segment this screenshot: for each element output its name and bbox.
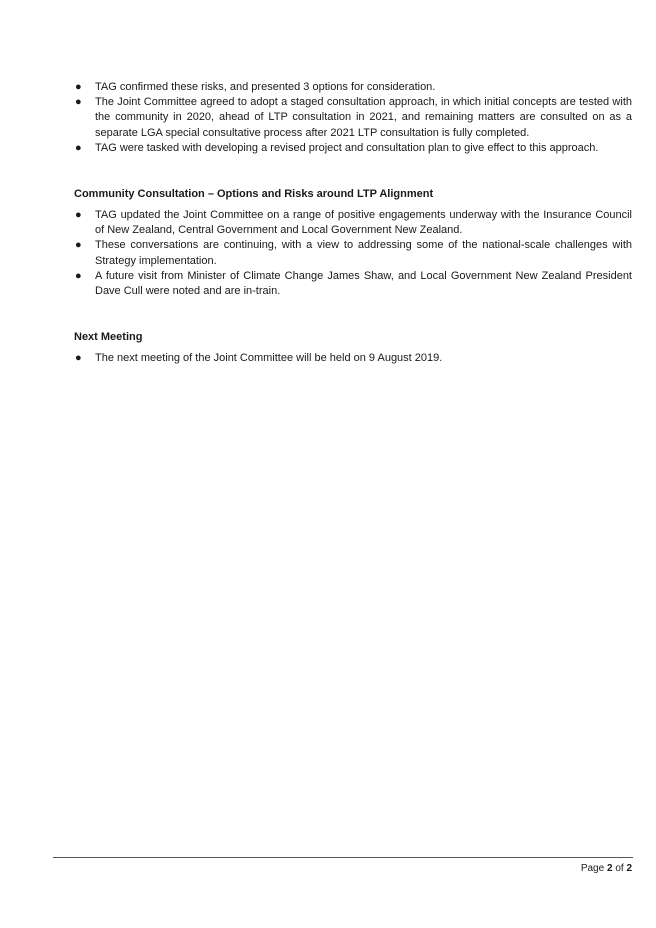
list-item — [74, 95, 632, 141]
bullet-icon: ● — [75, 209, 82, 222]
bullet-list-risks — [74, 80, 632, 156]
list-item-text: TAG confirmed these risks, and presented 3 options for consideration. — [95, 81, 436, 93]
page-current: 2 — [606, 863, 613, 874]
section-heading-community-consultation: Community Consultation – Options and Risks around LTP Alignment — [74, 188, 434, 201]
list-item — [74, 238, 632, 268]
page-of-label: of — [615, 863, 624, 874]
bullet-icon: ● — [75, 239, 82, 252]
document-body — [74, 80, 632, 366]
list-item-text: TAG were tasked with developing a revised project and consultation plan to give effect to this approach. — [95, 141, 599, 154]
page-number — [581, 862, 632, 876]
list-item — [74, 351, 632, 366]
page-total: 2 — [626, 863, 632, 874]
list-item — [74, 269, 632, 299]
bullet-icon: ● — [75, 96, 82, 109]
bullet-icon: ● — [75, 352, 82, 365]
bullet-list-community-consultation — [74, 208, 632, 299]
list-item — [74, 80, 632, 95]
list-item-text: A future visit from Minister of Climate Change James Shaw, and Local Government New Zealand President Dave Cull were noted and are in-train. — [95, 269, 632, 298]
list-item — [74, 141, 632, 156]
bullet-icon: ● — [75, 141, 82, 154]
bullet-icon: ● — [75, 81, 82, 93]
section-heading-next-meeting: Next Meeting — [74, 331, 143, 344]
list-item-text: These conversations are continuing, with a view to addressing some of the national-scale challenges with Strategy implementation. — [95, 239, 632, 267]
list-item-text: The Joint Committee agreed to adopt a staged consultation approach, in which initial concepts are tested with the community in 2020, ahead of LTP consultation in 2021, and remaining matters are consulted on as a separate LGA special consultative process after 2021 LTP consultation is fully completed. — [95, 96, 632, 139]
bullet-icon: ● — [75, 269, 82, 282]
page-label: Page — [580, 863, 605, 874]
list-item-text: TAG updated the Joint Committee on a range of positive engagements underway with the Insurance Council of New Zealand, Central Government and Local Government New Zealand. — [95, 209, 632, 237]
footer-divider — [53, 857, 633, 858]
list-item-text: The next meeting of the Joint Committee will be held on 9 August 2019. — [95, 352, 443, 365]
bullet-list-next-meeting — [74, 351, 632, 366]
list-item — [74, 208, 632, 238]
